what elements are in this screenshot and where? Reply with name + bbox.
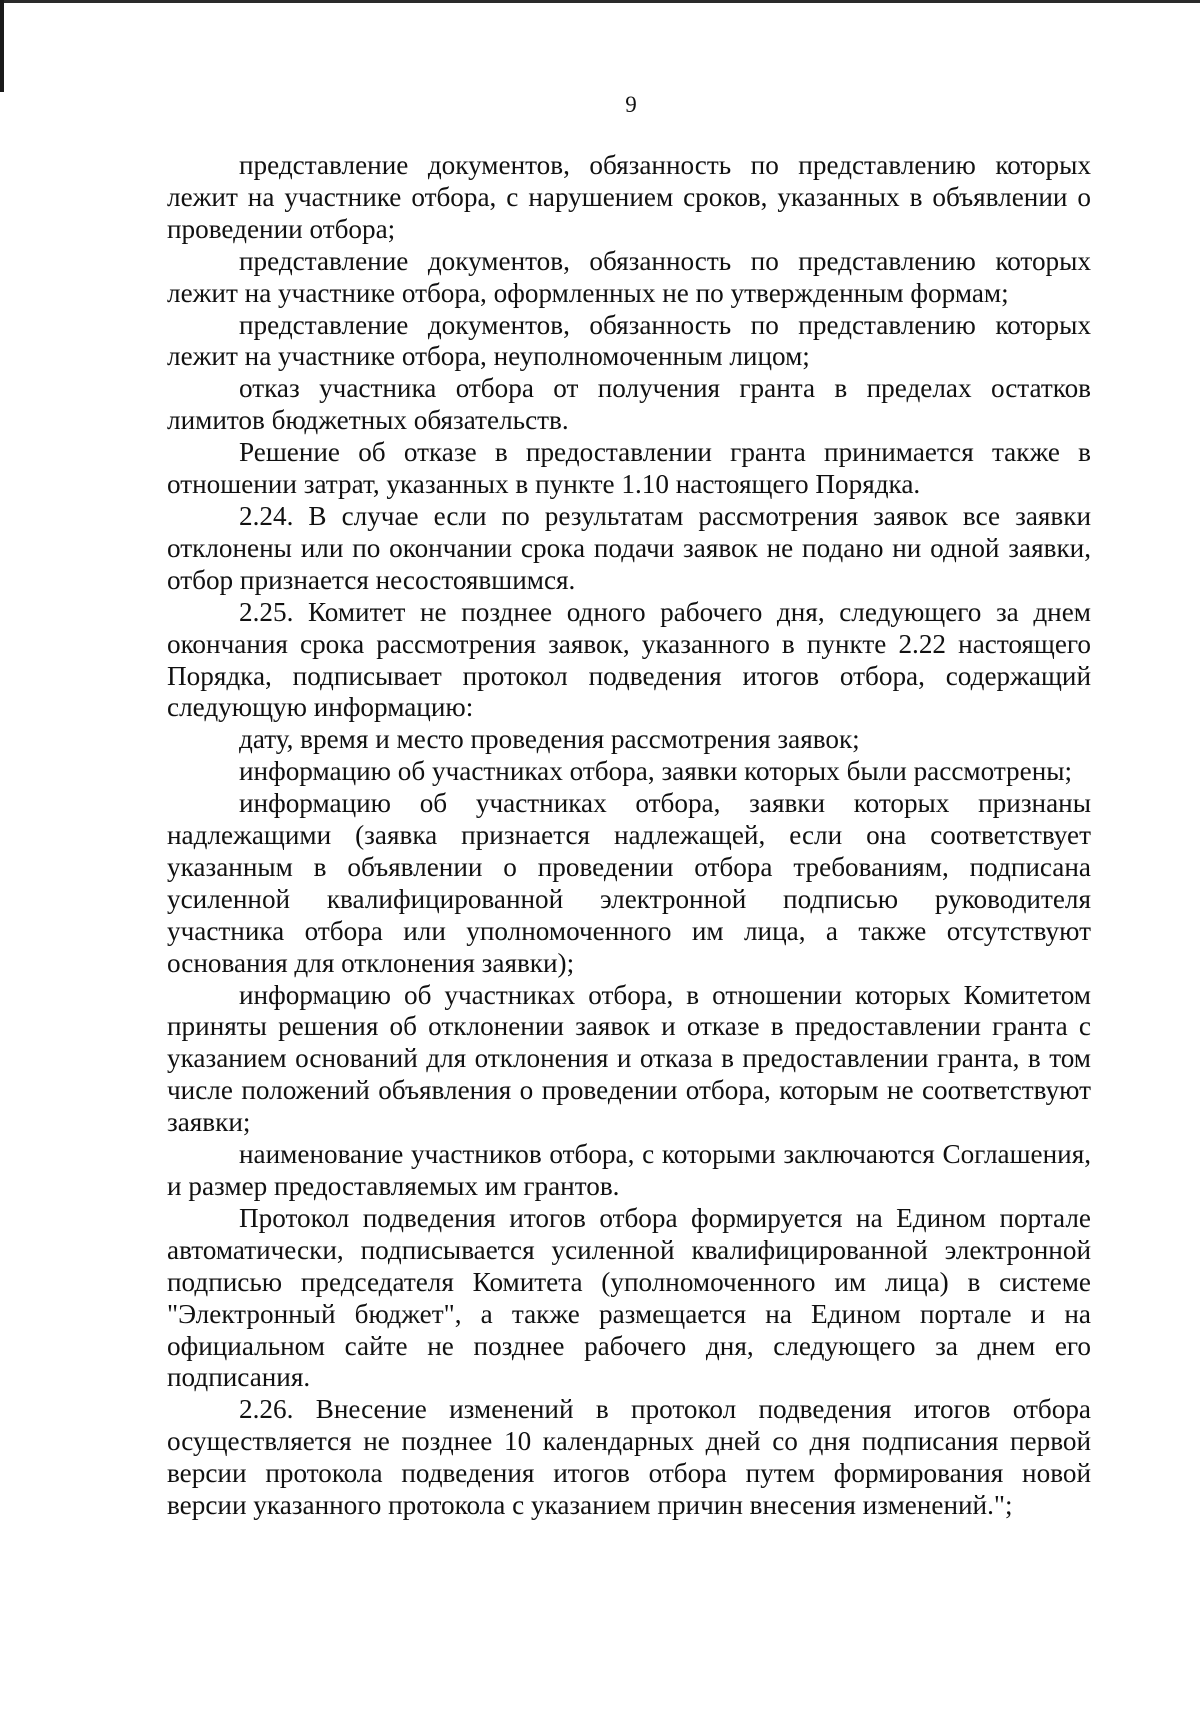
scan-edge-top <box>0 0 1200 3</box>
paragraph-5: Решение об отказе в предоставлении гранта принимается также в отношении затрат, указанных в пункте 1.10 настоящего Порядка. <box>167 437 1091 500</box>
paragraph-14: 2.26. Внесение изменений в протокол подведения итогов отбора осуществляется не позднее 10 календарных дней со дня подписания первой версии протокола подведения итогов отбора путем формирования новой версии указанного протокола с указанием причин внесения изменений."; <box>167 1394 1091 1521</box>
paragraph-1: представление документов, обязанность по представлению которых лежит на участнике отбора, с нарушением сроков, указанных в объявлении о проведении отбора; <box>167 150 1091 244</box>
paragraph-12: наименование участников отбора, с которыми заключаются Соглашения, и размер предоставляемых им грантов. <box>167 1139 1091 1201</box>
paragraph-4: отказ участника отбора от получения гранта в пределах остатков лимитов бюджетных обязательств. <box>167 373 1091 436</box>
paragraph-13: Протокол подведения итогов отбора формируется на Едином портале автоматически, подписывается усиленной квалифицированной электронной подписью председателя Комитета (уполномоченного им лица) в системе "Электронный бюджет", а также размещается на Едином портале и на официальном сайте не позднее рабочего дня, следующего за днем его подписания. <box>167 1202 1091 1393</box>
scan-edge-left <box>0 0 4 92</box>
paragraph-7: 2.25. Комитет не позднее одного рабочего дня, следующего за днем окончания срока рассмотрения заявок, указанного в пункте 2.22 настоящего Порядка, подписывает протокол подведения итогов отбора, содержащий следующую информацию: <box>167 596 1091 723</box>
paragraph-3: представление документов, обязанность по представлению которых лежит на участнике отбора, неуполномоченным лицом; <box>167 309 1091 372</box>
document-body <box>167 150 1091 1522</box>
paragraph-8: дату, время и место проведения рассмотрения заявок; <box>239 724 860 755</box>
paragraph-10: информацию об участниках отбора, заявки которых признаны надлежащими (заявка признается надлежащей, если она соответствует указанным в объявлении о проведении отбора требованиям, подписана усиленной квалифицированной электронной подписью руководителя участника отбора или уполномоченного им лица, а также отсутствуют основания для отклонения заявки); <box>167 788 1091 978</box>
paragraph-11: информацию об участниках отбора, в отношении которых Комитетом приняты решения об отклонении заявок и отказе в предоставлении гранта с указанием оснований для отклонения и отказа в предоставлении гранта, в том числе положений объявления о проведении отбора, которым не соответствуют заявки; <box>167 979 1091 1138</box>
page-number: 9 <box>625 92 637 117</box>
paragraph-9: информацию об участниках отбора, заявки которых были рассмотрены; <box>239 756 1073 787</box>
paragraph-6: 2.24. В случае если по результатам рассмотрения заявок все заявки отклонены или по окончании срока подачи заявок не подано ни одной заявки, отбор признается несостоявшимся. <box>167 500 1091 595</box>
paragraph-2: представление документов, обязанность по представлению которых лежит на участнике отбора, оформленных не по утвержденным формам; <box>167 245 1091 308</box>
